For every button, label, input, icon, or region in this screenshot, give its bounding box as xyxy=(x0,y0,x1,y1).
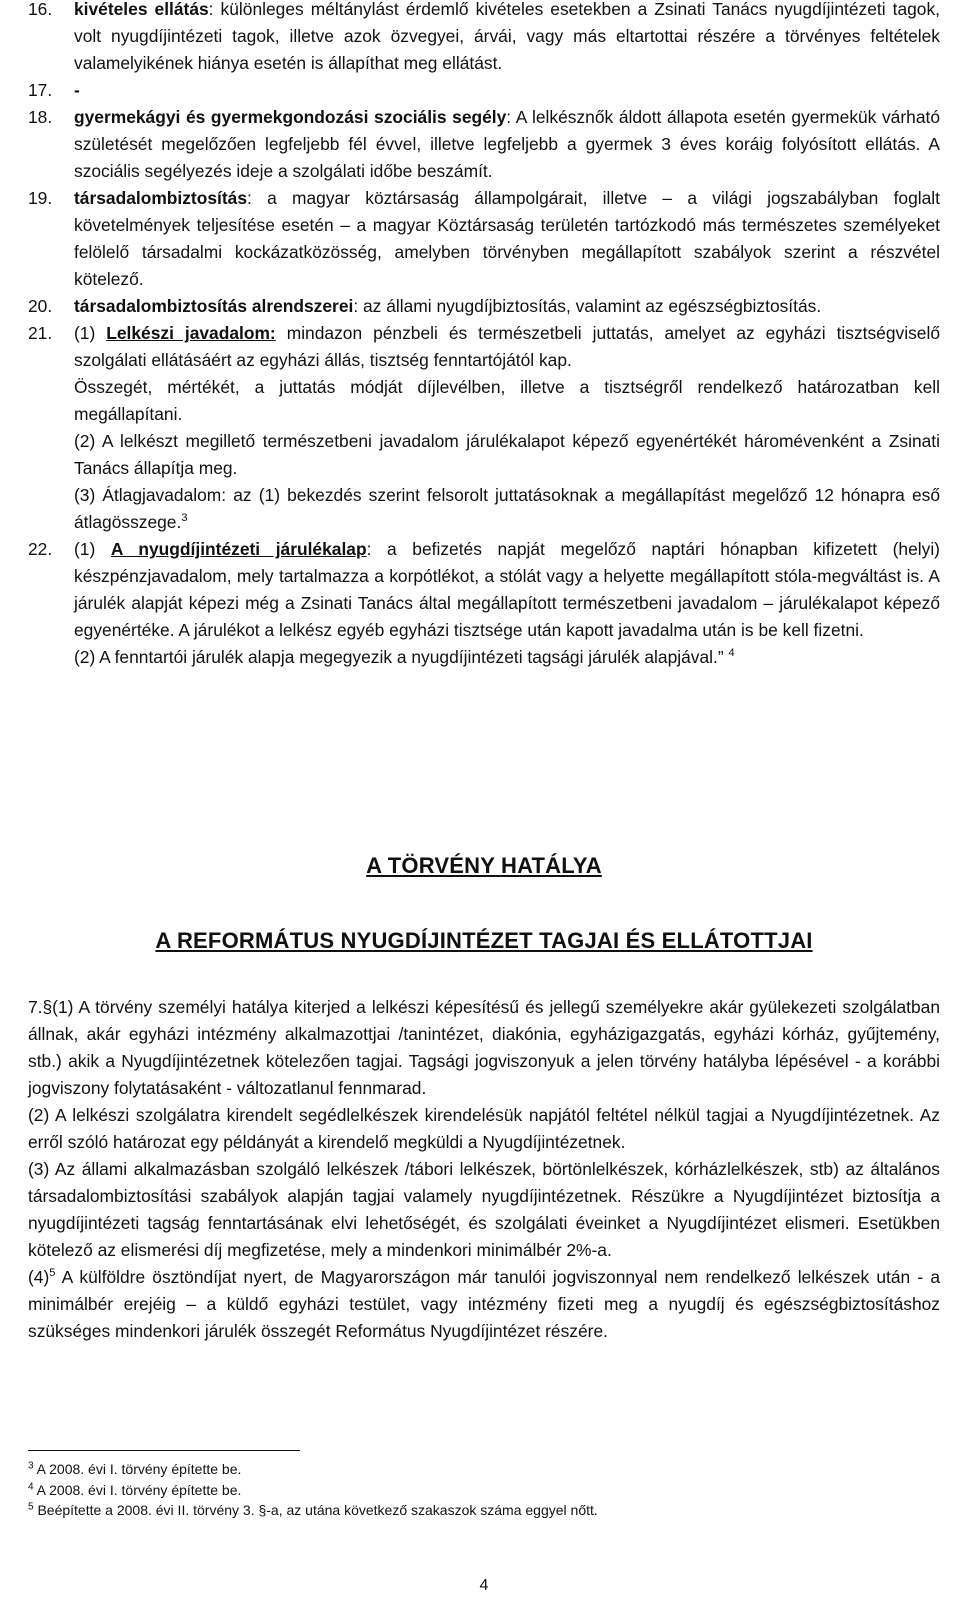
defined-term: társadalombiztosítás xyxy=(74,188,247,208)
definition-text: : az állami nyugdíjbiztosítás, valamint az egészségbiztosítás. xyxy=(353,296,822,316)
footnote-mark: 4 xyxy=(28,1480,34,1492)
definition-text: mindazon pénzbeli és természetbeli juttatás, amelyet az egyházi tisztségviselő szolgálati ellátásáért az egyházi állás, tisztség fenntartójától kap. xyxy=(74,323,940,370)
defined-term: gyermekágyi és gyermekgondozási szociális segély xyxy=(74,107,507,127)
item-number: 18. xyxy=(28,107,53,127)
defined-term: A nyugdíjintézeti járulékalap xyxy=(110,539,367,559)
definition-text: : különleges méltánylást érdemlő kivételes esetekben a Zsinati Tanács nyugdíjintézeti tagok, volt nyugdíjintézeti tagok, illetve azok özvegyei, árvái, vagy más eltartottai részére a törvényes feltételek valamelyikének hiánya esetén is állapíthat meg ellátást. xyxy=(74,0,940,73)
repealed-marker: - xyxy=(74,80,80,100)
definition-text: : A lelkésznők áldott állapota esetén gyermekük várható születését megelőzően legfeljebb fél évvel, illetve legfeljebb a gyermek 3 éves koráig folyósított ellátás. A szociális segélyezés ideje a szolgálati időbe beszámít. xyxy=(74,107,940,181)
footnote-mark: 3 xyxy=(28,1460,34,1472)
item-number: 17. xyxy=(28,80,53,100)
paragraph-marker: (1) xyxy=(74,323,107,343)
item-content xyxy=(74,104,940,185)
section-heading: A TÖRVÉNY HATÁLYA xyxy=(366,853,602,878)
definition-list xyxy=(28,0,940,671)
footnote-ref: 3 xyxy=(181,512,188,525)
list-item-17 xyxy=(28,77,940,104)
list-item-18 xyxy=(28,104,940,185)
footnote-divider xyxy=(28,1450,300,1451)
paragraph-marker: (4) xyxy=(28,1267,50,1287)
footnote xyxy=(28,1500,940,1521)
list-item-22 xyxy=(28,536,940,671)
section-paragraph xyxy=(28,1264,940,1345)
section-paragraph: (2) A lelkészi szolgálatra kirendelt segédlelkészek kirendelésük napjától feltétel nélkül tagjai a Nyugdíjintézetnek. Az erről szóló határozat egy példányát a kirendelő megküldi a Nyugdíjintézetnek. xyxy=(28,1105,940,1152)
item-content xyxy=(74,293,940,320)
footnote-ref: 5 xyxy=(49,1267,56,1280)
definition-text: : a befizetés napját megelőző naptári hónapban kifizetett (helyi) készpénzjavadalom, mely tartalmazza a korpótlékot, a stólát vagy a helyette megállapított stóla-megváltást is. A járulék alapját képezi még a Zsinati Tanács által megállapított természetbeni javadalom – járulékalapot képező egyenértéke. A járulékot a lelkész egyéb egyházi tisztsége után kapott javadalma után is be kell fizetni. xyxy=(74,539,940,640)
footnote xyxy=(28,1480,940,1501)
item-content xyxy=(74,185,940,293)
item-content xyxy=(74,0,940,77)
list-item-16 xyxy=(28,0,940,77)
footnote-ref: 4 xyxy=(728,647,735,660)
page-number: 4 xyxy=(479,1577,489,1594)
footnote-text: A 2008. évi I. törvény építette be. xyxy=(33,1481,242,1498)
paragraph-text: A külföldre ösztöndíjat nyert, de Magyarországon már tanulói jogviszonnyal nem rendelkező lelkészek után - a minimálbér erejéig – a küldő egyházi testület, vagy intézmény fizeti meg a nyugdíj és egészségbiztosításhoz szükséges mindenkori járulék összegét Református Nyugdíjintézet részére. xyxy=(28,1267,940,1341)
item-content xyxy=(74,536,940,671)
list-item-21 xyxy=(28,320,940,536)
paragraph-marker: (1) xyxy=(74,539,111,559)
document-page xyxy=(28,0,940,1594)
footnotes xyxy=(28,1459,940,1521)
section-7 xyxy=(28,994,940,1345)
definition-text: : a magyar köztársaság állampolgárait, illetve – a világi jogszabályban foglalt követelmények teljesítése esetén – a magyar Köztársaság területén tartózkodó más természetes személyeket felölelő társadalmi kockázatközösség, amelyben törvényben megállapított szabályok szerint a részvétel kötelező. xyxy=(74,188,940,289)
list-item-19 xyxy=(28,185,940,293)
item-content xyxy=(74,77,940,104)
footnote xyxy=(28,1459,940,1480)
item-number: 16. xyxy=(28,0,53,19)
footnote-mark: 5 xyxy=(28,1501,34,1513)
item-number: 19. xyxy=(28,188,53,208)
paragraph: (2) A lelkészt megillető természetbeni javadalom járulékalapot képező egyenértékét háromévenként a Zsinati Tanács állapítja meg. xyxy=(74,431,940,478)
footnote-text: A 2008. évi I. törvény építette be. xyxy=(33,1461,242,1477)
item-number: 21. xyxy=(28,323,53,343)
section-paragraph: 7.§(1) A törvény személyi hatálya kiterjed a lelkészi képesítésű és jellegű személyekre akár gyülekezeti szolgálatban állnak, akár egyházi intézmény alkalmazottjai /tanintézet, diakónia, egyházigazgatás, egyházi kórház, gyűjtemény, stb.) akik a Nyugdíjintézetnek kötelezően tagjai. Tagsági jogviszonyuk a jelen törvény hatályba lépésével - a korábbi jogviszony folytatásaként - változatlanul fennmarad. xyxy=(28,997,940,1098)
defined-term: társadalombiztosítás alrendszerei xyxy=(74,296,354,316)
defined-term: Lelkészi javadalom: xyxy=(106,323,276,343)
item-content xyxy=(74,320,940,536)
subsection-heading: A REFORMÁTUS NYUGDÍJINTÉZET TAGJAI ÉS ELLÁTOTTJAI xyxy=(155,928,813,953)
item-number: 20. xyxy=(28,296,53,316)
footnote-text: Beépítette a 2008. évi II. törvény 3. §-a, az utána következő szakaszok száma eggyel nőtt. xyxy=(33,1502,598,1518)
item-number: 22. xyxy=(28,539,53,559)
list-item-20 xyxy=(28,293,940,320)
defined-term: kivételes ellátás xyxy=(74,0,209,19)
section-paragraph: (3) Az állami alkalmazásban szolgáló lelkészek /tábori lelkészek, börtönlelkészek, kórházlelkészek, stb) az általános társadalombiztosítási szabályok alapján tagjai valamely nyugdíjintézetnek. Részükre a Nyugdíjintézet biztosítja a nyugdíjintézeti tagság fenntartásának elvi lehetőségét, és szolgálati éveinket a Nyugdíjintézet elismeri. Esetükben kötelező az elismerési díj megfizetése, mely a mindenkori minimálbér 2%-a. xyxy=(28,1159,940,1260)
paragraph: (3) Átlagjavadalom: az (1) bekezdés szerint felsorolt juttatásoknak a megállapítást megelőző 12 hónapra eső átlagösszege. xyxy=(74,485,940,532)
paragraph: Összegét, mértékét, a juttatás módját díjlevélben, illetve a tisztségről rendelkező határozatban kell megállapítani. xyxy=(74,377,940,424)
paragraph: (2) A fenntartói járulék alapja megegyezik a nyugdíjintézeti tagsági járulék alapjával.” xyxy=(74,647,724,667)
